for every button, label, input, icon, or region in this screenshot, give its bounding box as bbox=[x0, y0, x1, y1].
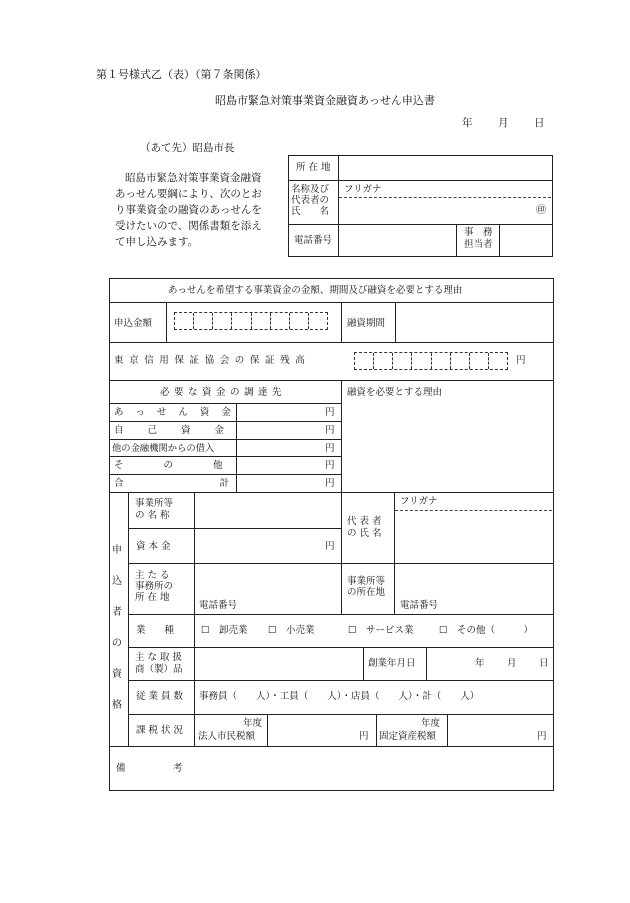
tax-property-unit: 円 bbox=[537, 731, 547, 742]
main-office-label bbox=[135, 570, 173, 603]
amount-label: 申込金額 bbox=[114, 318, 153, 329]
intro-line: あっせん要綱により、次のとお bbox=[115, 188, 262, 200]
page-title: 昭島市緊急対策事業資金融資あっせん申込書 bbox=[215, 94, 435, 107]
funding-row-unit: 円 bbox=[325, 425, 335, 436]
form-id: 第１号様式乙（表）（第７条関係） bbox=[96, 68, 267, 81]
industry-option-wholesale[interactable]: ☐ 卸売業 bbox=[201, 625, 248, 636]
intro-line: り事業資金の融資のあっせんを bbox=[115, 204, 262, 216]
side-char: 資 bbox=[112, 669, 122, 680]
period-field[interactable] bbox=[397, 304, 551, 340]
industry-option-other[interactable]: ☐ その他（ ） bbox=[439, 625, 534, 636]
name-label-line: 氏 名 bbox=[291, 206, 330, 217]
qualification-side-label bbox=[112, 535, 122, 721]
office-name-field[interactable] bbox=[196, 494, 339, 526]
addressee: （あて先）昭島市長 bbox=[140, 142, 235, 154]
section-header: あっせんを希望する事業資金の金額、期間及び融資を必要とする理由 bbox=[168, 285, 463, 296]
side-char: 込 bbox=[112, 576, 122, 587]
date-day: 日 bbox=[534, 117, 545, 129]
tax-property-label: 固定資産税額 bbox=[379, 731, 437, 742]
funding-header: 必要な資金の調達先 bbox=[160, 387, 287, 398]
capital-label: 資 本 金 bbox=[136, 541, 171, 552]
funding-row-label-text: あっせん資金 bbox=[114, 407, 243, 418]
founded-month: 月 bbox=[507, 658, 517, 669]
tax-property-year: 年度 bbox=[421, 718, 441, 729]
industry-option-service[interactable]: ☐ サービス業 bbox=[348, 625, 414, 636]
reason-field[interactable] bbox=[343, 402, 551, 490]
employees-breakdown[interactable]: 事務員（ 人）・工員（ 人）・店員（ 人）・計（ 人） bbox=[199, 691, 480, 702]
guarantee-yen: 円 bbox=[516, 355, 526, 366]
products-label bbox=[135, 652, 183, 676]
phone-field[interactable] bbox=[340, 226, 454, 254]
person-label-line: 事 務 bbox=[464, 227, 493, 238]
founded-day: 日 bbox=[539, 658, 549, 669]
tax-city-year: 年度 bbox=[243, 718, 263, 729]
office-location-field[interactable] bbox=[396, 565, 551, 595]
remarks-label: 備 考 bbox=[116, 763, 183, 774]
founded-label: 創業年月日 bbox=[368, 658, 416, 669]
phone-label: 電話番号 bbox=[294, 235, 333, 246]
industry-label: 業 種 bbox=[136, 625, 175, 636]
name-label-line: 代表者の bbox=[291, 195, 330, 206]
side-char: 格 bbox=[112, 700, 122, 711]
label-line: 主 な 取 扱 bbox=[135, 652, 183, 663]
guarantee-label-text: 東京信用保証協会の保証残高 bbox=[114, 355, 311, 366]
label-line: の 名 称 bbox=[135, 510, 170, 521]
intro-line: 受けたいので、関係書類を添え bbox=[115, 220, 262, 232]
side-char: の bbox=[112, 638, 122, 649]
office-location-label bbox=[347, 576, 385, 598]
side-char: 者 bbox=[112, 607, 122, 618]
date-year: 年 bbox=[462, 117, 473, 129]
label-line: 代 表 者 bbox=[347, 516, 382, 527]
person-label-line: 担当者 bbox=[464, 239, 493, 250]
rep-furigana-label: フリガナ bbox=[400, 496, 438, 507]
funding-row-label bbox=[114, 478, 325, 489]
intro-line: 昭島市緊急対策事業資金融資 bbox=[125, 172, 262, 184]
rep-name-field[interactable] bbox=[396, 512, 551, 562]
tax-city-unit: 円 bbox=[359, 731, 369, 742]
tax-city-field[interactable] bbox=[269, 716, 355, 744]
period-label: 融資期間 bbox=[347, 318, 386, 329]
industry-option-retail[interactable]: ☐ 小売業 bbox=[268, 625, 315, 636]
label-line: 所 在 地 bbox=[135, 592, 170, 603]
name-label bbox=[291, 184, 329, 217]
main-office-field[interactable] bbox=[196, 565, 339, 595]
furigana-label: フリガナ bbox=[344, 184, 382, 195]
funding-row-unit: 円 bbox=[325, 460, 335, 471]
funding-row-unit: 円 bbox=[325, 407, 335, 418]
label-line: 商（製）品 bbox=[135, 664, 183, 675]
label-line: の所在地 bbox=[347, 587, 386, 598]
capital-unit: 円 bbox=[325, 541, 335, 552]
label-line: 事務所の bbox=[135, 581, 174, 592]
label-line: 事業所等 bbox=[135, 498, 174, 509]
funding-row-label-text: 合計 bbox=[114, 478, 326, 489]
guarantee-label bbox=[114, 355, 336, 366]
name-field[interactable] bbox=[340, 199, 530, 222]
funding-row-unit: 円 bbox=[325, 443, 335, 454]
funding-row-label: 他の金融機関からの借入 bbox=[112, 443, 215, 454]
date-month: 月 bbox=[498, 117, 509, 129]
amount-digit-boxes[interactable] bbox=[174, 312, 328, 330]
products-field[interactable] bbox=[196, 649, 361, 678]
main-office-phone-label: 電話番号 bbox=[199, 600, 238, 611]
label-line: の 氏 名 bbox=[347, 528, 382, 539]
address-field[interactable] bbox=[340, 157, 550, 179]
person-field[interactable] bbox=[501, 226, 550, 254]
address-label: 所 在 地 bbox=[296, 162, 331, 173]
funding-row-label bbox=[114, 460, 263, 471]
name-label-line: 名称及び bbox=[291, 184, 330, 195]
intro-text bbox=[115, 170, 262, 250]
tax-city-label: 法人市民税額 bbox=[198, 731, 256, 742]
label-line: 主 た る bbox=[135, 570, 170, 581]
reason-label: 融資を必要とする理由 bbox=[347, 387, 443, 398]
label-line: 事業所等 bbox=[347, 576, 386, 587]
employees-label: 従 業 員 数 bbox=[136, 691, 184, 702]
tax-property-field[interactable] bbox=[449, 716, 535, 744]
funding-row-unit: 円 bbox=[325, 478, 335, 489]
funding-row-label-text: 自己資金 bbox=[114, 425, 249, 436]
guarantee-digit-boxes[interactable] bbox=[354, 352, 508, 370]
remarks-field[interactable] bbox=[196, 748, 551, 788]
founded-year: 年 bbox=[475, 658, 485, 669]
capital-field[interactable] bbox=[196, 530, 321, 562]
seal-mark: ㊞ bbox=[536, 205, 546, 216]
office-name-label bbox=[135, 498, 173, 522]
side-char: 申 bbox=[112, 545, 122, 556]
funding-row-label bbox=[114, 407, 243, 418]
funding-row-label-text: その他 bbox=[114, 460, 263, 471]
office-phone-label: 電話番号 bbox=[400, 600, 439, 611]
tax-label: 課 税 状 況 bbox=[136, 725, 184, 736]
person-in-charge-label bbox=[464, 227, 493, 251]
funding-row-label bbox=[114, 425, 249, 436]
intro-line: て申し込みます。 bbox=[115, 236, 199, 248]
rep-name-label bbox=[347, 516, 382, 540]
